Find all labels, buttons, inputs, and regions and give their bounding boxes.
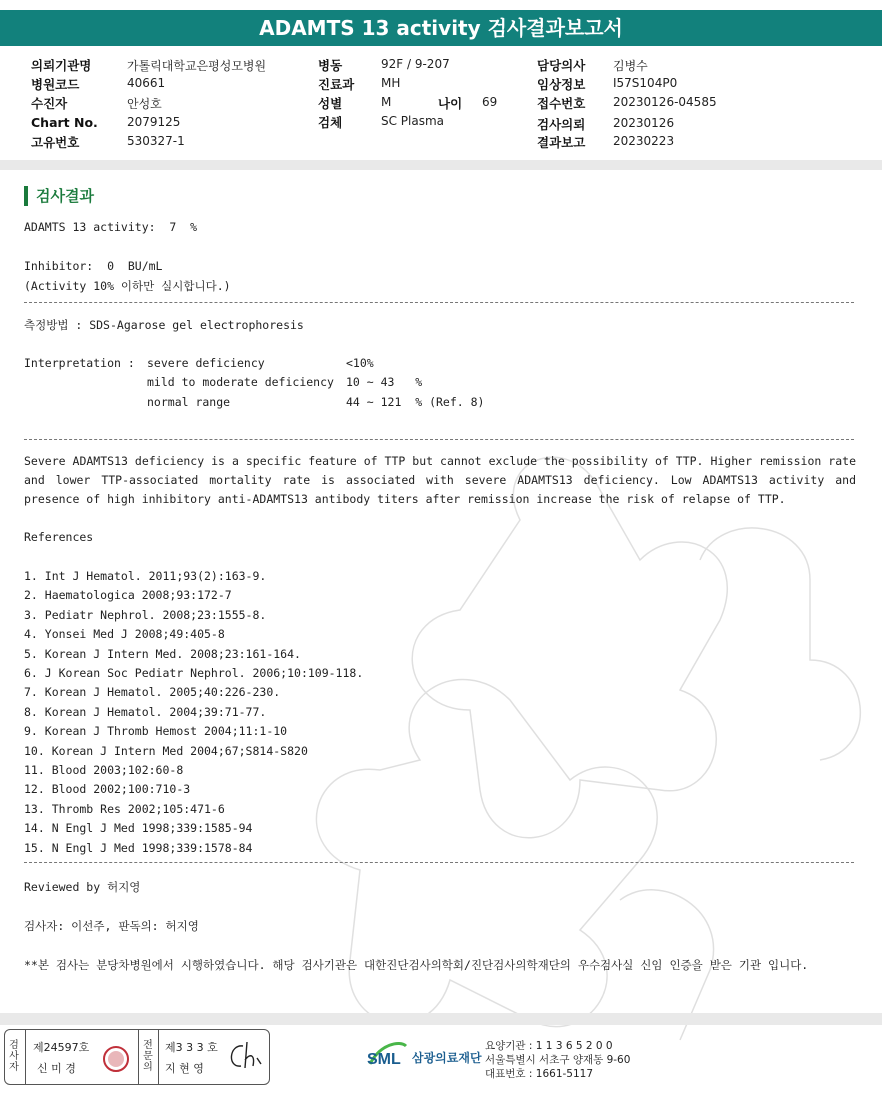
seal-stamp-icon [101,1044,131,1074]
reference-item: 8. Korean J Hematol. 2004;39:71-77. [24,704,267,719]
comment-paragraph: Severe ADAMTS13 deficiency is a specific feature of TTP but cannot exclude the possibility of TTP. Higher remission rate and lower TTP-associated mortality rate is associated with severe ADAMTS13 deficiency. Low ADAMTS13 activity and presence of high inhibitory anti-ADAMTS13 antibody titers after remission increase the risk of relapse of TTP. [24,454,856,506]
field-label: 수진자 [31,96,68,111]
interp-range: 44 ~ 121 % (Ref. 8) [346,395,485,409]
interpretation-label: Interpretation : [24,356,135,370]
field-label: 임상정보 [537,77,586,92]
specialist-name: 지 현 영 [165,1062,204,1075]
reference-item: 3. Pediatr Nephrol. 2008;23:1555-8. [24,607,267,622]
accession-no-value: 20230126-04585 [613,95,717,109]
field-label: Chart No. [31,115,98,130]
box-separator [138,1030,139,1084]
references-title: References [24,530,94,544]
field-label: 결과보고 [537,135,586,150]
specimen-value: SC Plasma [381,114,445,128]
doctor-value: 김병수 [613,59,648,73]
signature-box [4,1029,270,1085]
inhibitor-result: Inhibitor: 0 BU/mL [24,259,163,273]
interp-range: <10% [346,356,374,370]
dashed-divider [24,302,854,303]
report-title: ADAMTS 13 activity 검사결과보고서 [0,10,882,46]
interp-name: severe deficiency [147,356,265,370]
clinical-info-value: I57S104P0 [613,76,678,90]
dashed-divider [24,862,854,863]
reference-item: 2. Haematologica 2008;93:172-7 [24,588,232,603]
divider-band [0,160,882,170]
signature-icon [221,1038,265,1074]
reference-item: 13. Thromb Res 2002;105:471-6 [24,801,225,816]
interp-range: 10 ~ 43 % [346,375,423,389]
examiner-name: 신 미 경 [37,1062,76,1075]
sml-logo-icon [366,1036,410,1076]
reference-item: 15. N Engl J Med 1998;339:1578-84 [24,840,253,855]
department-value: MH [381,76,401,90]
interp-name: mild to moderate deficiency [147,375,334,389]
field-label: 병원코드 [31,77,80,92]
request-date-value: 20230126 [613,116,675,130]
reference-item: 4. Yonsei Med J 2008;49:405-8 [24,627,225,642]
specialist-tag: 전문의 [143,1040,153,1073]
lab-info-line: 서울특별시 서초구 양재동 9-60 [485,1054,631,1066]
field-label: 검사의뢰 [537,117,586,132]
reference-item: 10. Korean J Intern Med 2004;67;S814-S820 [24,743,308,758]
field-label: 진료과 [318,77,355,92]
specialist-license-no: 제3 3 3 호 [165,1041,218,1054]
reference-item: 6. J Korean Soc Pediatr Nephrol. 2006;10:109-118. [24,666,364,680]
field-label: 병동 [318,58,343,73]
age-value: 69 [482,95,498,109]
field-label: 나이 [438,96,463,111]
institution-value: 가톨릭대학교은평성모병원 [127,59,267,73]
examiner-tag: 검사자 [9,1040,19,1073]
interp-name: normal range [147,395,231,409]
sex-value: M [381,95,392,109]
reference-item: 14. N Engl J Med 1998;339:1585-94 [24,821,253,836]
patient-info-panel [0,48,882,158]
report-date-value: 20230223 [613,134,675,148]
reference-item: 11. Blood 2003;102:60-8 [24,763,184,777]
notice-paragraph: **본 검사는 분당차병원에서 시행하였습니다. 해당 검사기관은 대한진단검사의학회/진단검사의학재단의 우수검사실 신임 인증을 받은 기관 입니다. [24,958,809,972]
chart-no-value: 2079125 [127,115,181,129]
ward-value: 92F / 9-207 [381,57,450,71]
field-label: 의뢰기관명 [31,58,92,73]
examiner-license-no: 제24597호 [33,1041,90,1054]
unique-no-value: 530327-1 [127,134,185,148]
lab-name: 삼광의료재단 [412,1051,482,1065]
box-separator [158,1030,159,1084]
examiners-line: 검사자: 이선주, 판독의: 허지영 [24,919,199,933]
reference-item: 9. Korean J Thromb Hemost 2004;11:1-10 [24,724,288,739]
field-label: 검체 [318,115,343,130]
field-label: 성별 [318,96,343,111]
dashed-divider [24,439,854,440]
inhibitor-note: (Activity 10% 이하만 실시합니다.) [24,279,231,293]
reference-item: 12. Blood 2002;100:710-3 [24,782,191,797]
reference-item: 7. Korean J Hematol. 2005;40:226-230. [24,685,281,700]
section-title: 검사결과 [24,186,94,206]
patient-name-value: 안성호 [127,97,162,111]
lab-info-line: 대표번호 : 1661-5117 [485,1068,594,1080]
lab-info-line: 요양기관 : 1 1 3 6 5 2 0 0 [485,1040,613,1052]
field-label: 고유번호 [31,135,80,150]
reviewed-by: Reviewed by 허지영 [24,880,141,894]
reference-item: 5. Korean J Intern Med. 2008;23:161-164. [24,646,301,661]
reference-item: 1. Int J Hematol. 2011;93(2):163-9. [24,569,267,583]
activity-result: ADAMTS 13 activity: 7 % [24,220,198,234]
box-separator [25,1030,26,1084]
field-label: 담당의사 [537,58,586,73]
field-label: 접수번호 [537,96,586,111]
hospital-code-value: 40661 [127,76,166,90]
svg-text:SML: SML [367,1051,401,1068]
footer-divider-band [0,1013,882,1025]
method-line: 측정방법 : SDS-Agarose gel electrophoresis [24,318,304,332]
